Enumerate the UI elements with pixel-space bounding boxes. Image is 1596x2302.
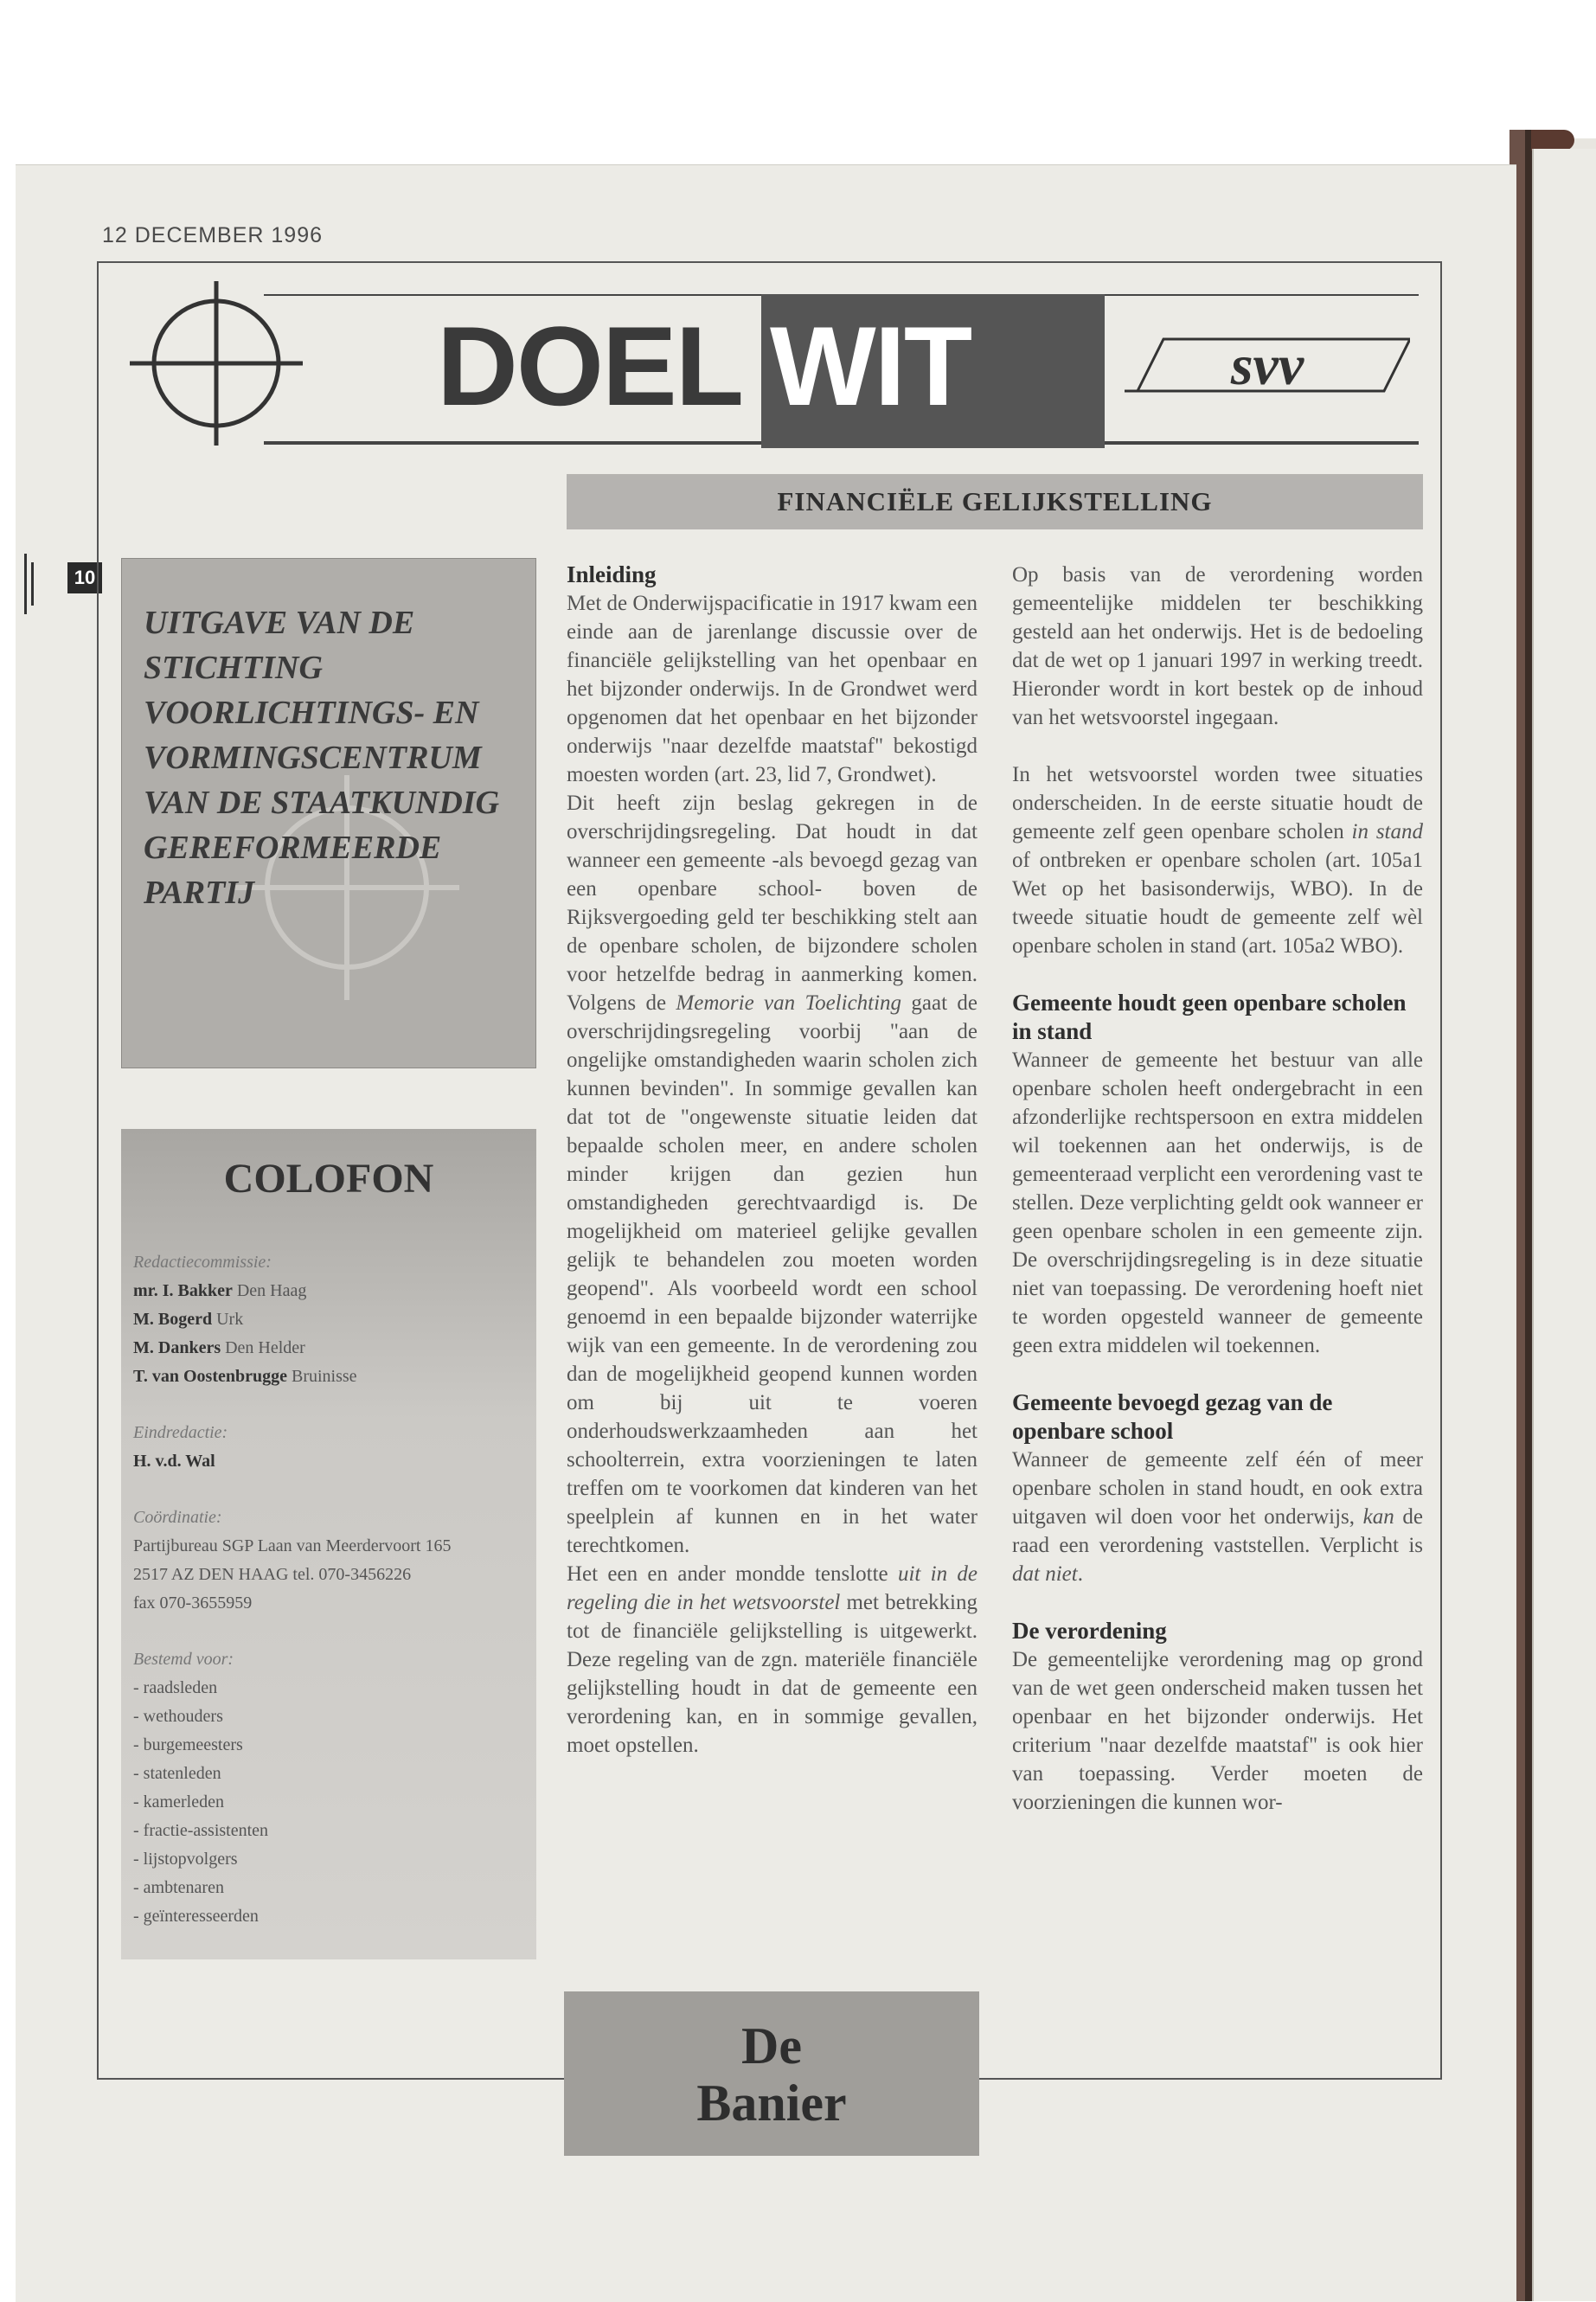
de-banier-box (564, 1991, 979, 2156)
redactie-member: T. van Oostenbrugge Bruinisse (133, 1367, 357, 1386)
banier-line1: De (741, 2017, 802, 2074)
binding-shadow (1525, 130, 1532, 2301)
eindredactie-name: H. v.d. Wal (133, 1452, 215, 1471)
colophon-body (133, 1248, 527, 1931)
heading-verordening: De verordening (1012, 1618, 1167, 1644)
bestemd-item: - raadsleden (133, 1678, 218, 1697)
coordinatie-line: Partijbureau SGP Laan van Meerdervoort 165 (133, 1536, 452, 1555)
article-column-2 (1012, 561, 1423, 1817)
paragraph: Dit heeft zijn beslag gekregen in de overschrijdingsregeling. Dat houdt in dat wanneer een gemeente -als bevoegd gezag van een openbare school- boven de Rijksvergoeding geld ter beschikking stelt aan de openbare scholen, de bijzondere scholen voor hetzelfde bedrag in aanmerking komen. Volgens de Memorie van Toelichting gaat de overschrijdingsregeling voorbij "aan de ongelijke omstandigheden waarin scholen zich kunnen bevinden". In sommige gevallen kan dat tot de "ongewenste situatie leiden dat bepaalde scholen meer, en andere scholen minder krijgen dan gezien hun omstandigheden gerechtvaardigd is. De mogelijkheid om materieel gelijke gevallen gelijk te behandelen zou moeten worden geopend". Als voorbeeld wordt een school genoemd in een bepaalde bijzonder waterrijke wijk van een gemeente. In de verordening zou dan de mogelijkheid geopend kunnen worden om bij uit te voeren onderhoudswerkzaamheden aan het schoolterrein, extra voorzieningen te laten treffen om te voorkomen dat kinderen van het speelplein af kunnen en in het water terechtkomen. (567, 792, 978, 1557)
heading-geen-openbare: Gemeente houdt geen openbare scholen in stand (1012, 990, 1407, 1044)
coordinatie-line: 2517 AZ DEN HAAG tel. 070-3456226 (133, 1565, 412, 1584)
coordinatie-label: Coördinatie: (133, 1508, 222, 1527)
paragraph: Op basis van de verordening worden gemeentelijke middelen ter beschikking gesteld aan het onderwijs. Het is de bedoeling dat de wet op 1 januari 1997 in werking treedt. Hieronder wordt in kort bestek op de inhoud van het wetsvoorstel ingegaan. (1012, 563, 1423, 729)
bestemd-item: - statenleden (133, 1764, 221, 1783)
svv-logo (1125, 322, 1410, 408)
heading-bevoegd-gezag: Gemeente bevoegd gezag van de openbare school (1012, 1389, 1333, 1444)
bestemd-item: - fractie-assistenten (133, 1821, 269, 1840)
bestemd-item: - geïnteresseerden (133, 1907, 259, 1926)
binding-tab (1531, 130, 1574, 151)
bestemd-item: - ambtenaren (133, 1878, 224, 1897)
heading-inleiding: Inleiding (567, 561, 657, 587)
article-column-1 (567, 561, 977, 1760)
issue-date: 12 DECEMBER 1996 (102, 223, 324, 247)
redactie-member: M. Dankers Den Helder (133, 1338, 305, 1357)
bestemd-item: - lijstopvolgers (133, 1850, 238, 1869)
bestemd-item: - wethouders (133, 1707, 223, 1726)
masthead-title-left: DOEL (437, 303, 743, 429)
paragraph: Wanneer de gemeente het bestuur van alle openbare scholen heeft ondergebracht in een afzonderlijke rechtspersoon en extra middelen wil toekennen aan het onderwijs, is de gemeenteraad verplicht een verordening vast te stellen. Deze verplichting geldt ook wanneer er geen openbare scholen in een gemeente zijn. De overschrijdingsregeling is in deze situatie niet van toepassing. De verordening hoeft niet te worden opgesteld wanneer de gemeente geen extra middelen wil toekennen. (1012, 1048, 1423, 1357)
publisher-text: UITGAVE VAN DE STICHTING VOORLICHTINGS- EN VORMINGSCENTRUM VAN DE STAATKUNDIG GEREFORMEERDE PARTIJ (144, 605, 500, 911)
coordinatie-line: fax 070-3655959 (133, 1593, 253, 1613)
redactie-member: M. Bogerd Urk (133, 1310, 244, 1329)
publisher-box (121, 558, 536, 1068)
edge-marks (24, 554, 36, 614)
paragraph: De gemeentelijke verordening mag op grond van de wet geen onderscheid maken tussen het openbaar en het bijzonder onderwijs. Het criterium "naar dezelfde maatstaf" is ook hier van toepassing. Verder moeten de voorzieningen die kunnen wor- (1012, 1648, 1423, 1814)
bestemd-item: - kamerleden (133, 1792, 224, 1811)
crosshair-logo-icon (125, 277, 307, 450)
bestemd-item: - burgemeesters (133, 1735, 243, 1754)
eindredactie-label: Eindredactie: (133, 1423, 228, 1442)
paragraph: Met de Onderwijspacificatie in 1917 kwam een einde aan de jarenlange discussie over de financiële gelijkstelling van het openbaar en het bijzonder onderwijs. In de Grondwet werd opgenomen dat het openbaar en het bijzonder onderwijs "naar dezelfde maatstaf" bekostigd moesten worden (art. 23, lid 7, Grondwet). (567, 592, 977, 786)
bestemd-label: Bestemd voor: (133, 1650, 234, 1669)
paragraph: In het wetsvoorstel worden twee situaties onderscheiden. In de eerste situatie houdt de gemeente zelf geen openbare scholen in stand of ontbreken er openbare scholen (art. 105a1 Wet op het basisonderwijs, WBO). In de tweede situatie houdt de gemeente zelf wèl openbare scholen in stand (art. 105a2 WBO). (1012, 763, 1423, 958)
colophon-title: COLOFON (223, 1156, 434, 1202)
section-title: FINANCIËLE GELIJKSTELLING (567, 474, 1423, 529)
page-number: 10 (67, 562, 102, 593)
redactie-member: mr. I. Bakker Den Haag (133, 1281, 307, 1300)
paragraph: Het een en ander mondde tenslotte uit in de regeling die in het wetsvoorstel met betrekking tot de financiële gelijkstelling is uitgewerkt. Deze regeling van de zgn. materiële financiële gelijkstelling houdt in dat de gemeente een verordening kan, en in sommige gevallen, moet opstellen. (567, 1562, 978, 1757)
colophon-box (121, 1129, 536, 1959)
paragraph: Wanneer de gemeente zelf één of meer openbare scholen in stand houdt, en ook extra uitgaven wil doen voor het onderwijs, kan de raad een verordening vaststellen. Verplicht is dat niet. (1012, 1448, 1423, 1586)
masthead-title-right: WIT (770, 303, 971, 429)
redactie-label: Redactiecommissie: (133, 1253, 272, 1272)
next-page (1532, 149, 1596, 2301)
svv-logo-text: svv (1230, 334, 1304, 397)
banier-line2: Banier (696, 2074, 847, 2132)
